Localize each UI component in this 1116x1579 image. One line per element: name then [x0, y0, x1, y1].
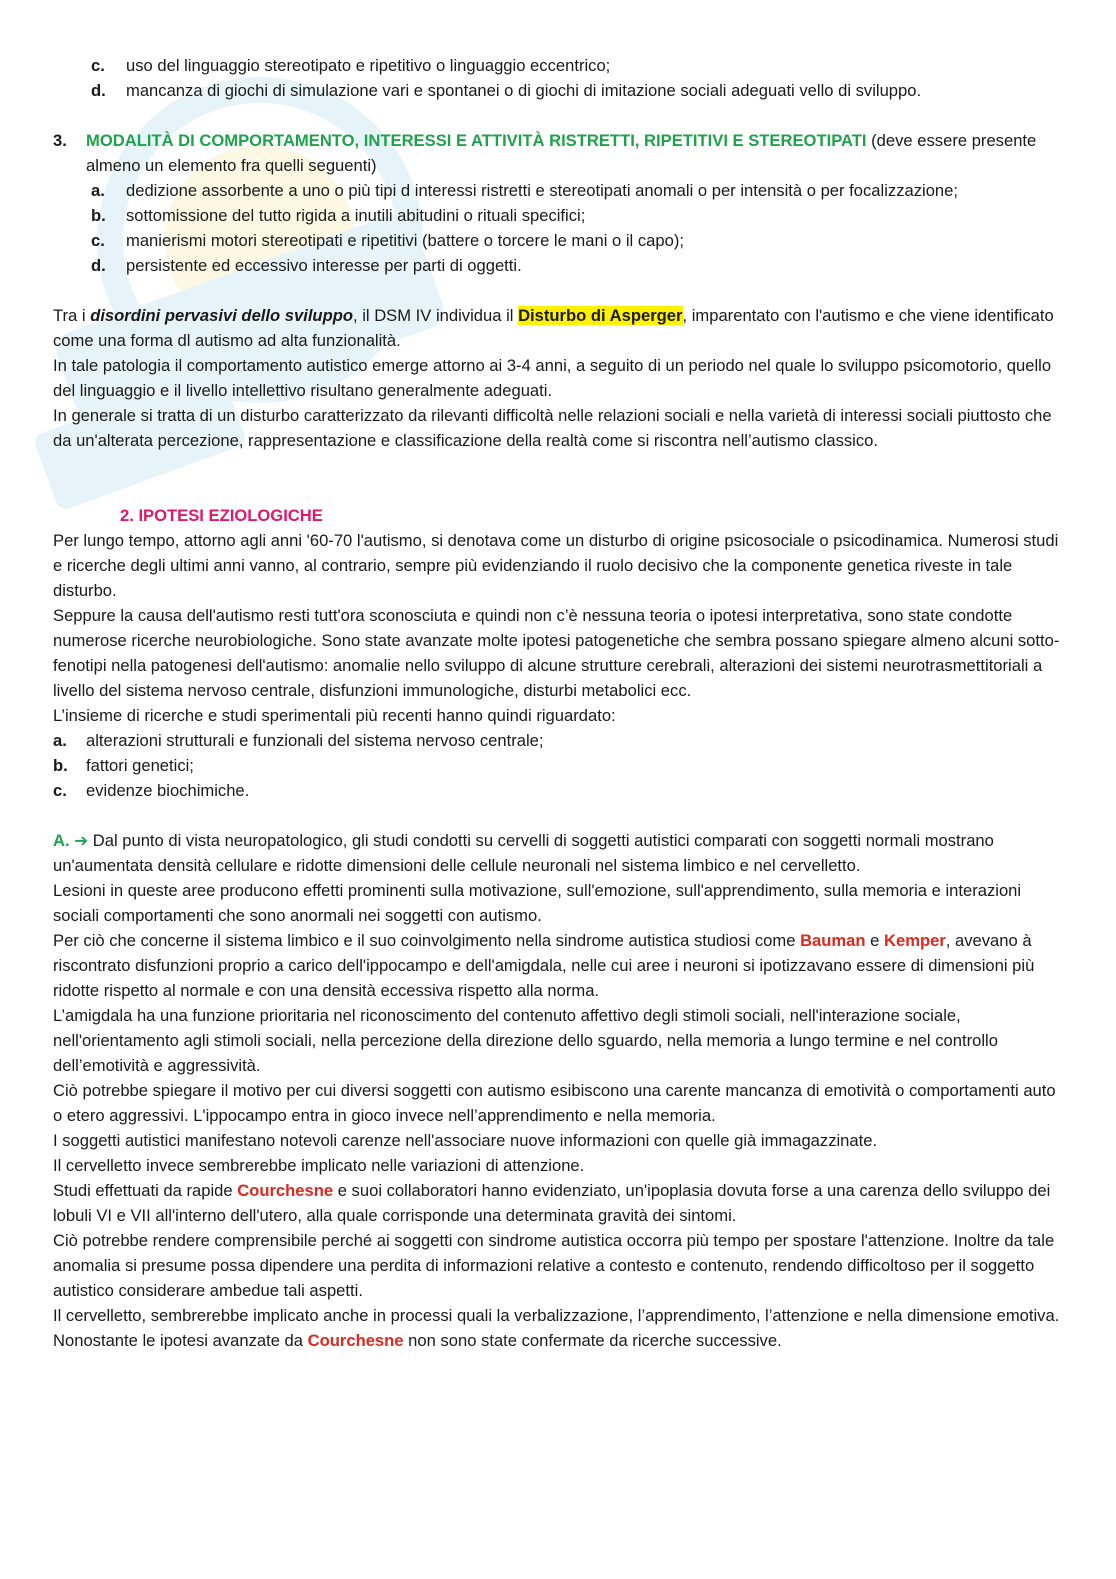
section-number: 3.	[53, 131, 67, 150]
paragraph: Per ciò che concerne il sistema limbico e il suo coinvolgimento nella sindrome autistica studiosi come Bauman e Kemper, avevano à riscontrato disfunzioni proprio a carico dell'ippocampo e dell'amigdala, nelle cui aree i neuroni si ipotizzavano essere di dimensioni più ridotte rispetto al normale e con una densità eccessiva rispetto alla norma.	[53, 931, 1035, 1000]
list-item-label: a.	[91, 181, 105, 200]
list-item	[53, 228, 1063, 253]
list-item	[53, 53, 1063, 78]
list-item-text: mancanza di giochi di simulazione vari e spontanei o di giochi di imitazione sociali adeguati vello di sviluppo.	[126, 81, 922, 100]
section-a-paragraph: A. ➔ Dal punto di vista neuropatologico, gli studi condotti su cervelli di soggetti autistici comparati con soggetti normali mostrano un'aumentata densità cellulare e ridotte dimensioni delle cellule neuronali nel sistema limbico e nel cervelletto.	[53, 831, 994, 875]
paragraph: Studi effettuati da rapide Courchesne e suoi collaboratori hanno evidenziato, un'ipoplasia dovuta forse a una carenza dello sviluppo dei lobuli VI e VII all'interno dell'utero, alla quale corrisponde una determinata gravità dei sintomi.	[53, 1181, 1051, 1225]
list-item-label: b.	[53, 756, 68, 775]
document-page	[53, 53, 1063, 1353]
section-heading: 2. IPOTESI EZIOLOGICHE	[120, 506, 323, 525]
list-item-label: c.	[91, 56, 105, 75]
list-item-label: a.	[53, 731, 67, 750]
paragraph: Per lungo tempo, attorno agli anni '60-70 l'autismo, si denotava come un disturbo di origine psicosociale o psicodinamica. Numerosi studi e ricerche degli ultimi anni vanno, al contrario, sempre più evidenziando il ruolo decisivo che la componente genetica riveste in tale disturbo.	[53, 531, 1059, 600]
paragraph: Ciò potrebbe spiegare il motivo per cui diversi soggetti con autismo esibiscono una carente mancanza di emotività o comportamenti auto o etero aggressivi. L'ippocampo entra in gioco invece nell’apprendimento e nella memoria.	[53, 1081, 1056, 1125]
paragraph: L’amigdala ha una funzione prioritaria nel riconoscimento del contenuto affettivo degli stimoli sociali, nell'interazione sociale, nell'orientamento agli stimoli sociali, nella percezione della direzione dello sguardo, nella memoria a lungo termine e nel controllo dell’emotività e aggressività.	[53, 1006, 998, 1075]
list-item-label: d.	[91, 256, 106, 275]
paragraph: In tale patologia il comportamento autistico emerge attorno ai 3-4 anni, a seguito di un periodo nel quale lo sviluppo psicomotorio, quello del linguaggio e il livello intellettivo risultano generalmente adeguati.	[53, 356, 1052, 400]
list-item	[53, 253, 1063, 278]
list-item	[53, 78, 1063, 103]
paragraph: Il cervelletto, sembrerebbe implicato anche in processi quali la verbalizzazione, l’apprendimento, l’attenzione e nella dimensione emotiva.	[53, 1306, 1060, 1325]
author-name: Bauman	[800, 931, 866, 950]
paragraph: In generale si tratta di un disturbo caratterizzato da rilevanti difficoltà nelle relazioni sociali e nella varietà di interessi sociali piuttosto che da un'alterata percezione, rappresentazione e classificazione della realtà come si riscontra nell’autismo classico.	[53, 406, 1052, 450]
section-heading: MODALITÀ DI COMPORTAMENTO, INTERESSI E ATTIVITÀ RISTRETTI, RIPETITIVI E STEREOTIPATI	[86, 131, 867, 150]
section-note: (deve essere presente almeno un elemento fra quelli seguenti)	[86, 131, 1037, 175]
list-item-label: c.	[91, 231, 105, 250]
paragraph: Lesioni in queste aree producono effetti prominenti sulla motivazione, sull'emozione, sull'apprendimento, sulla memoria e interazioni sociali comportamenti che sono anormali nei soggetti con autismo.	[53, 881, 1022, 925]
paragraph: I soggetti autistici manifestano notevoli carenze nell'associare nuove informazioni con quelle già immagazzinate.	[53, 1131, 878, 1150]
list-item-label: b.	[91, 206, 106, 225]
emphasis-term: disordini pervasivi dello sviluppo	[90, 306, 353, 325]
author-name: Courchesne	[307, 1331, 404, 1350]
paragraph: Ciò potrebbe rendere comprensibile perché ai soggetti con sindrome autistica occorra più tempo per spostare l'attenzione. Inoltre da tale anomalia si presume possa dipendere una perdita di informazioni relative a contesto e contenuto, rendendo difficoltoso per il soggetto autistico considerare ambedue tali aspetti.	[53, 1231, 1055, 1300]
section-3	[53, 128, 1063, 178]
list-item-text: dedizione assorbente a uno o più tipi d interessi ristretti e stereotipati anomali o per intensità o per focalizzazione;	[126, 181, 959, 200]
list-item	[53, 178, 1063, 203]
list-item	[53, 778, 1063, 803]
list-item-label: c.	[53, 781, 67, 800]
paragraph: L’insieme di ricerche e studi sperimentali più recenti hanno quindi riguardato:	[53, 706, 616, 725]
list-item	[53, 728, 1063, 753]
arrow-icon: ➔	[74, 831, 89, 850]
list-item-text: manierismi motori stereotipati e ripetitivi (battere o torcere le mani o il capo);	[126, 231, 684, 250]
list-item-text: fattori genetici;	[86, 756, 194, 775]
list-item	[53, 203, 1063, 228]
author-name: Courchesne	[237, 1181, 334, 1200]
list-item	[53, 753, 1063, 778]
list-item-text: evidenze biochimiche.	[86, 781, 250, 800]
list-item-text: uso del linguaggio stereotipato e ripetitivo o linguaggio eccentrico;	[126, 56, 611, 75]
list-item-label: d.	[91, 81, 106, 100]
author-name: Kemper	[883, 931, 946, 950]
list-item-text: alterazioni strutturali e funzionali del sistema nervoso centrale;	[86, 731, 544, 750]
asperger-paragraph: Tra i disordini pervasivi dello sviluppo, il DSM IV individua il Disturbo di Asperger, imparentato con l'autismo e che viene identificato come una forma dl autismo ad alta funzionalità.	[53, 306, 1054, 350]
list-item-text: sottomissione del tutto rigida a inutili abitudini o rituali specifici;	[126, 206, 586, 225]
list-item-text: persistente ed eccessivo interesse per parti di oggetti.	[126, 256, 522, 275]
paragraph: Il cervelletto invece sembrerebbe implicato nelle variazioni di attenzione.	[53, 1156, 585, 1175]
highlighted-term: Disturbo di Asperger	[518, 306, 683, 325]
section-label: A.	[53, 831, 70, 850]
paragraph: Seppure la causa dell'autismo resti tutt'ora sconosciuta e quindi non c’è nessuna teoria o ipotesi interpretativa, sono state condotte numerose ricerche neurobiologiche. Sono state avanzate molte ipotesi patogenetiche che sembra possano spiegare almeno alcuni sotto-fenotipi nella patogenesi dell'autismo: anomalie nello sviluppo di alcune strutture cerebrali, alterazioni dei sistemi neurotrasmettitoriali a livello del sistema nervoso centrale, disfunzioni immunologiche, disturbi metabolici ecc.	[53, 606, 1060, 700]
paragraph: Nonostante le ipotesi avanzate da Courchesne non sono state confermate da ricerche successive.	[53, 1331, 782, 1350]
